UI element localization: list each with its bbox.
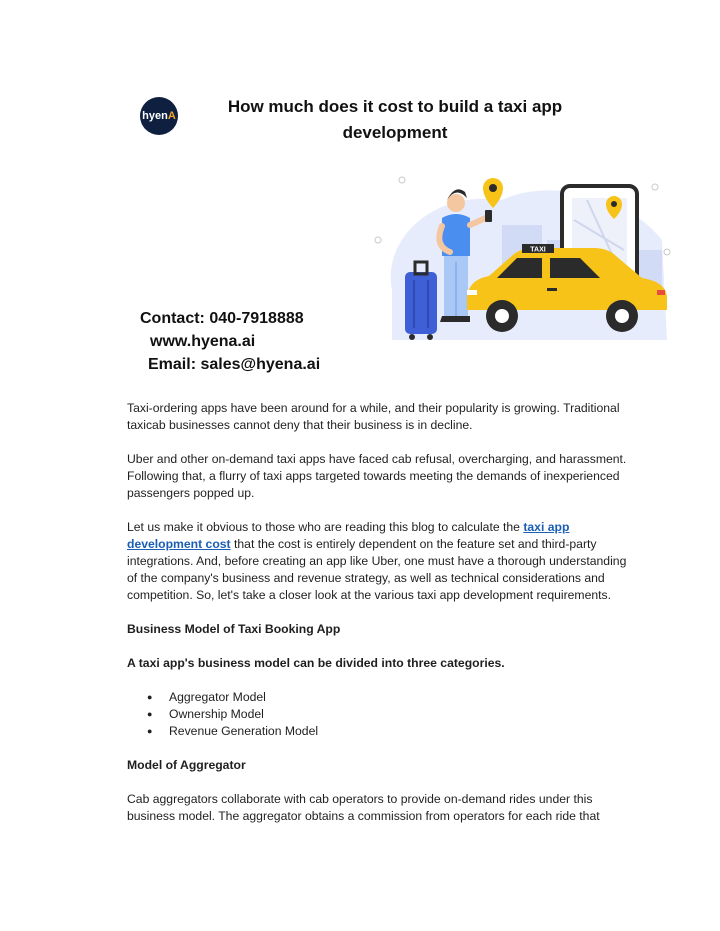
logo-accent: A	[167, 110, 176, 122]
contact-website: www.hyena.ai	[150, 333, 256, 350]
list-item: ● Revenue Generation Model	[127, 723, 637, 740]
list-item: ● Aggregator Model	[127, 689, 637, 706]
heading-business-model: Business Model of Taxi Booking App	[127, 622, 341, 636]
paragraph-cost	[127, 519, 637, 604]
heading-aggregator: Model of Aggregator	[127, 758, 246, 772]
paragraph-problems: Uber and other on-demand taxi apps have faced cab refusal, overcharging, and harassment. Following that, a flurry of taxi apps targeted towards meeting the demands of inexperienced passengers popped up.	[127, 452, 627, 500]
paragraph-intro: Taxi-ordering apps have been around for a while, and their popularity is growing. Traditional taxicab businesses cannot deny that their business is in decline.	[127, 401, 620, 432]
paragraph-cost-after: that the cost is entirely dependent on the feature set and third-party integrations. And, before creating an app like Uber, one must have a thorough understanding of the company's business and revenue strategy, as well as technical considerations and competition. So, let's take a closer look at the various taxi app development requirements.	[127, 537, 627, 602]
paragraph-aggregator: Cab aggregators collaborate with cab operators to provide on-demand rides under this business model. The aggregator obtains a commission from operators for each ride that	[127, 792, 600, 823]
taxi-app-illustration	[372, 170, 672, 345]
taxi-sign-text: TAXI	[530, 246, 546, 254]
article-body	[127, 400, 637, 842]
hyena-logo	[140, 97, 178, 135]
taxi-app-cost-link[interactable]: taxi app development cost	[127, 520, 570, 551]
contact-email: Email: sales@hyena.ai	[148, 356, 321, 373]
contact-phone: Contact: 040-7918888	[140, 310, 304, 327]
list-item: ● Ownership Model	[127, 706, 637, 723]
page-title: How much does it cost to build a taxi app development	[227, 97, 563, 142]
paragraph-cost-before: Let us make it obvious to those who are reading this blog to calculate the	[127, 520, 524, 534]
heading-categories: A taxi app's business model can be divided into three categories.	[127, 656, 505, 670]
model-list	[127, 689, 637, 740]
contact-block	[140, 307, 340, 376]
logo-text: hyen	[142, 110, 168, 122]
